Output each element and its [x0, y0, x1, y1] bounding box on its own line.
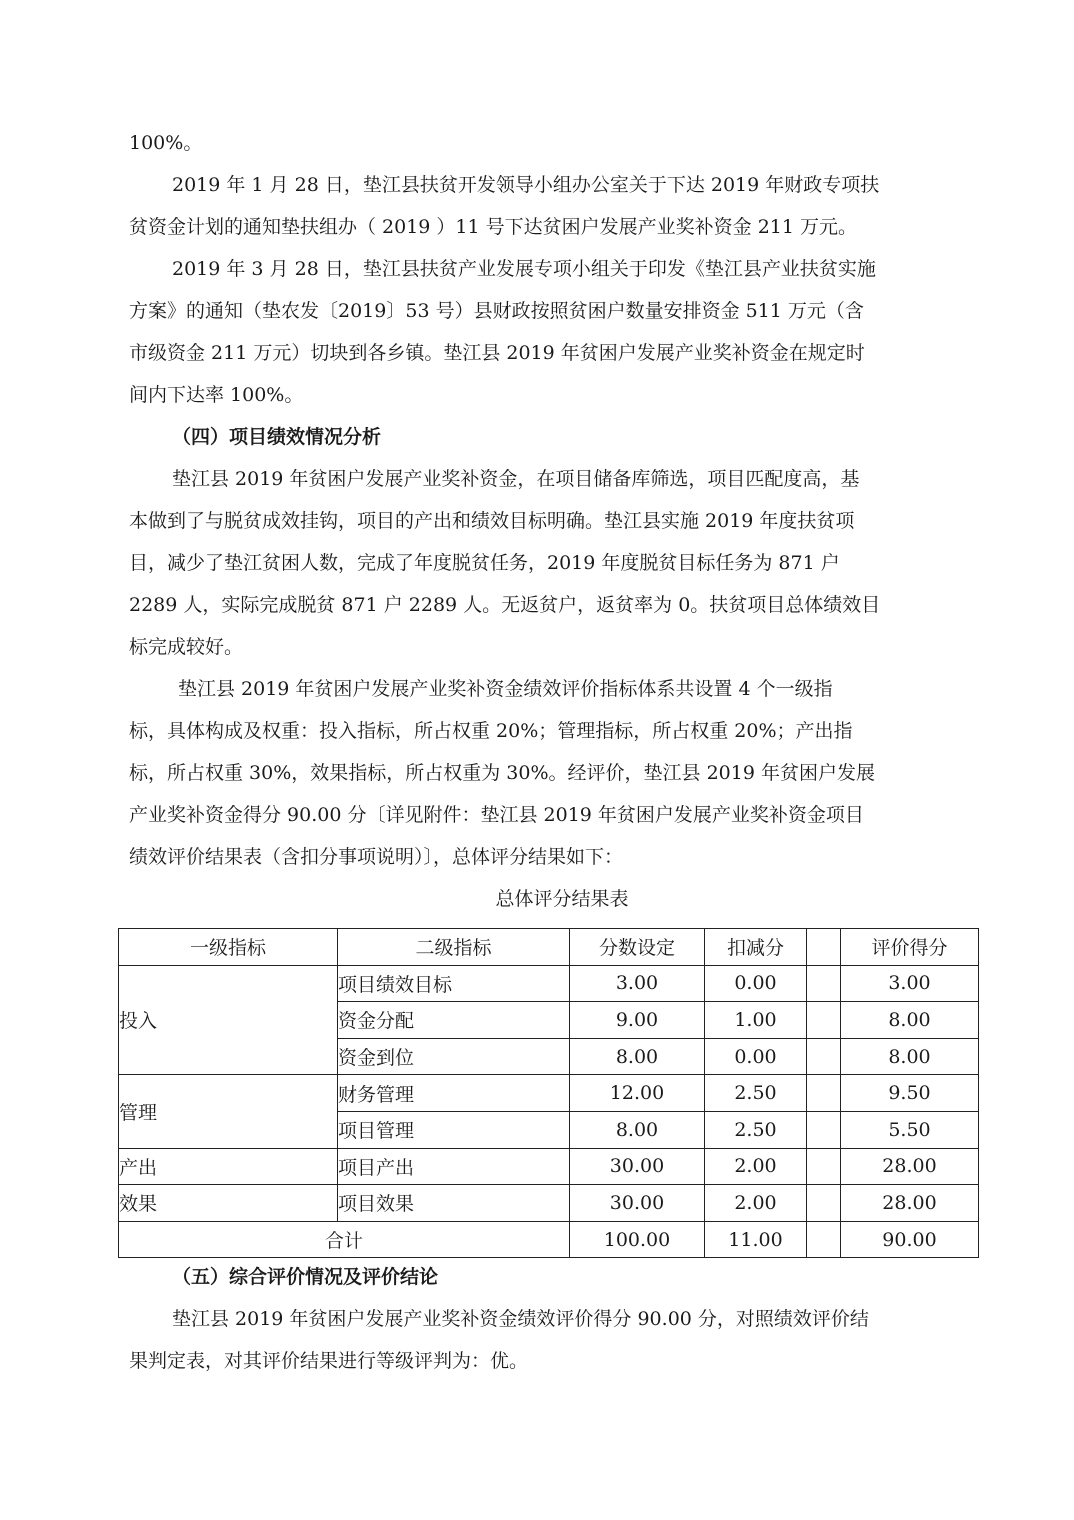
header-result: 评价得分 — [841, 929, 979, 966]
paragraph-line: 贫资金计划的通知垫扶组办（ 2019 ）11 号下达贫困户发展产业奖补资金 211 万元。 — [129, 216, 857, 238]
result-cell: 8.00 — [841, 1038, 979, 1075]
header-score: 分数设定 — [570, 929, 705, 966]
blank-cell — [807, 1075, 841, 1112]
deduct-cell: 2.00 — [705, 1148, 807, 1185]
paragraph-line: 果判定表，对其评价结果进行等级评判为：优。 — [129, 1350, 529, 1372]
deduct-cell: 0.00 — [705, 1038, 807, 1075]
deduct-cell: 2.50 — [705, 1075, 807, 1112]
blank-cell — [807, 1148, 841, 1185]
blank-cell — [807, 1221, 841, 1258]
level2-cell: 资金分配 — [338, 1002, 570, 1039]
result-cell: 5.50 — [841, 1111, 979, 1148]
deduct-cell: 0.00 — [705, 965, 807, 1002]
table-caption: 总体评分结果表 — [495, 888, 629, 910]
total-score: 100.00 — [570, 1221, 705, 1258]
section-heading: （四）项目绩效情况分析 — [172, 426, 382, 448]
result-cell: 28.00 — [841, 1185, 979, 1222]
total-result: 90.00 — [841, 1221, 979, 1258]
level2-cell: 项目产出 — [338, 1148, 570, 1185]
score-cell: 8.00 — [570, 1111, 705, 1148]
header-deduct: 扣减分 — [705, 929, 807, 966]
level1-cell: 产出 — [119, 1148, 338, 1185]
deduct-cell: 2.50 — [705, 1111, 807, 1148]
score-cell: 30.00 — [570, 1148, 705, 1185]
paragraph-line: 市级资金 211 万元）切块到各乡镇。垫江县 2019 年贫困户发展产业奖补资金在规定时 — [129, 342, 865, 364]
paragraph-line: 垫江县 2019 年贫困户发展产业奖补资金绩效评价得分 90.00 分，对照绩效评价结 — [172, 1308, 869, 1330]
blank-cell — [807, 1185, 841, 1222]
level2-cell: 项目效果 — [338, 1185, 570, 1222]
score-cell: 12.00 — [570, 1075, 705, 1112]
result-cell: 9.50 — [841, 1075, 979, 1112]
table-row — [119, 1075, 979, 1112]
score-cell: 30.00 — [570, 1185, 705, 1222]
blank-cell — [807, 1002, 841, 1039]
result-cell: 28.00 — [841, 1148, 979, 1185]
paragraph-line: 100%。 — [129, 132, 203, 154]
paragraph-line: 本做到了与脱贫成效挂钩，项目的产出和绩效目标明确。垫江县实施 2019 年度扶贫项 — [129, 510, 855, 532]
level2-cell: 项目管理 — [338, 1111, 570, 1148]
score-table — [118, 928, 979, 1258]
level1-cell: 管理 — [119, 1075, 338, 1148]
score-cell: 9.00 — [570, 1002, 705, 1039]
blank-cell — [807, 965, 841, 1002]
deduct-cell: 1.00 — [705, 1002, 807, 1039]
table-row — [119, 1148, 979, 1185]
paragraph-line: 产业奖补资金得分 90.00 分〔详见附件：垫江县 2019 年贫困户发展产业奖补资金项目 — [129, 804, 864, 826]
paragraph-line: 垫江县 2019 年贫困户发展产业奖补资金绩效评价指标体系共设置 4 个一级指 — [178, 678, 833, 700]
level1-cell: 投入 — [119, 965, 338, 1075]
paragraph-line: 垫江县 2019 年贫困户发展产业奖补资金，在项目储备库筛选，项目匹配度高，基 — [172, 468, 860, 490]
total-deduct: 11.00 — [705, 1221, 807, 1258]
blank-cell — [807, 1038, 841, 1075]
paragraph-line: 目，减少了垫江贫困人数，完成了年度脱贫任务，2019 年度脱贫目标任务为 871 户 — [129, 552, 840, 574]
table-header-row — [119, 929, 979, 966]
total-label: 合计 — [119, 1221, 570, 1258]
result-cell: 3.00 — [841, 965, 979, 1002]
paragraph-line: 标，具体构成及权重：投入指标，所占权重 20%；管理指标，所占权重 20%；产出指 — [129, 720, 853, 742]
table-row — [119, 965, 979, 1002]
score-cell: 3.00 — [570, 965, 705, 1002]
deduct-cell: 2.00 — [705, 1185, 807, 1222]
paragraph-line: 2019 年 1 月 28 日，垫江县扶贫开发领导小组办公室关于下达 2019 年财政专项扶 — [172, 174, 880, 196]
header-blank — [807, 929, 841, 966]
paragraph-line: 2289 人，实际完成脱贫 871 户 2289 人。无返贫户，返贫率为 0。扶贫项目总体绩效目 — [129, 594, 881, 616]
section-heading: （五）综合评价情况及评价结论 — [172, 1266, 439, 1288]
result-cell: 8.00 — [841, 1002, 979, 1039]
table-body — [119, 965, 979, 1258]
paragraph-line: 绩效评价结果表（含扣分事项说明）〕，总体评分结果如下： — [129, 846, 624, 868]
header-level2: 二级指标 — [338, 929, 570, 966]
level2-cell: 项目绩效目标 — [338, 965, 570, 1002]
paragraph-line: 标，所占权重 30%，效果指标，所占权重为 30%。经评价，垫江县 2019 年贫困户发展 — [129, 762, 875, 784]
paragraph-line: 标完成较好。 — [129, 636, 244, 658]
level2-cell: 财务管理 — [338, 1075, 570, 1112]
level2-cell: 资金到位 — [338, 1038, 570, 1075]
total-row — [119, 1221, 979, 1258]
header-level1: 一级指标 — [119, 929, 338, 966]
blank-cell — [807, 1111, 841, 1148]
table-row — [119, 1185, 979, 1222]
paragraph-line: 方案》的通知（垫农发〔2019〕53 号）县财政按照贫困户数量安排资金 511 万元（含 — [129, 300, 864, 322]
level1-cell: 效果 — [119, 1185, 338, 1222]
paragraph-line: 间内下达率 100%。 — [129, 384, 304, 406]
score-cell: 8.00 — [570, 1038, 705, 1075]
paragraph-line: 2019 年 3 月 28 日，垫江县扶贫产业发展专项小组关于印发《垫江县产业扶贫实施 — [172, 258, 876, 280]
